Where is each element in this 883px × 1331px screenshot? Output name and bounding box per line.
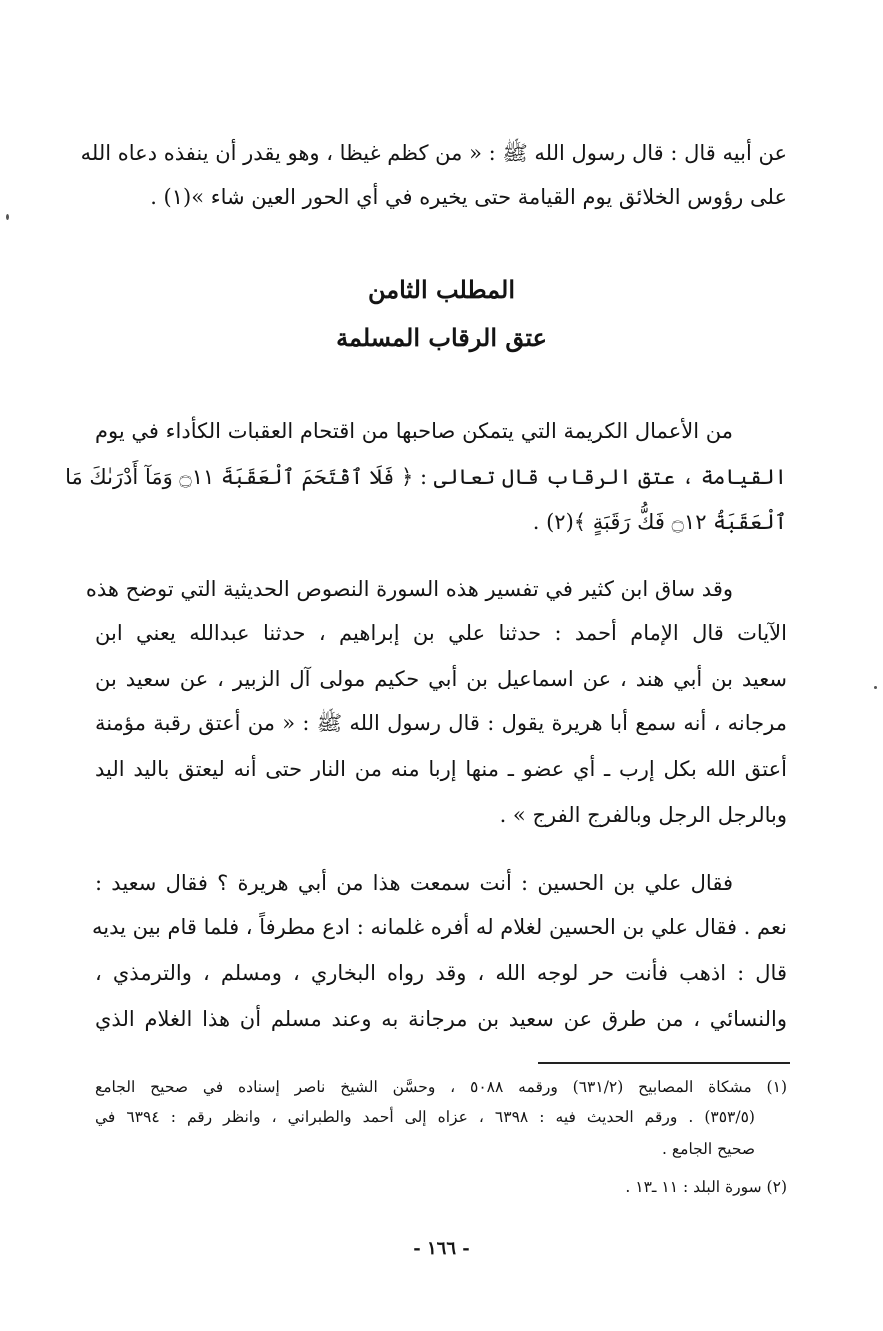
section-subtitle: عتق الرقاب المسلمة <box>336 323 547 352</box>
text-line: على رؤوس الخلائق يوم القيامة حتى يخيره في أي الحور العين شاء »(١) . <box>150 185 787 209</box>
text-line: عن أبيه قال : قال رسول الله ﷺ : « من كظم غيظا ، وهو يقدر أن ينفذه دعاه الله <box>80 141 787 165</box>
section-title: المطلب الثامن <box>367 275 516 304</box>
footnote-separator <box>538 1062 790 1064</box>
page-number: - ١٦٦ - <box>413 1238 470 1259</box>
scan-speck <box>6 214 9 220</box>
text-line: والنسائي ، من طرق عن سعيد بن مرجانة به وعند مسلم أن هذا الغلام الذي <box>95 1007 787 1031</box>
text-line: سعيد بن أبي هند ، عن اسماعيل بن أبي حكيم مولى آل الزبير ، عن سعيد بن <box>95 667 787 691</box>
text-line: قال : اذهب فأنت حر لوجه الله ، وقد رواه البخاري ، ومسلم ، والترمذي ، <box>95 961 787 985</box>
text-line: وقد ساق ابن كثير في تفسير هذه السورة النصوص الحديثية التي توضح هذه <box>85 577 733 601</box>
text-line: مرجانه ، أنه سمع أبا هريرة يقول : قال رسول الله ﷺ : « من أعتق رقبة مؤمنة <box>95 711 787 735</box>
scan-speck <box>874 686 877 689</box>
quran-verse-line: ٱلْعَقَبَةُ ۝١٢ فَكُّ رَقَبَةٍ ﴾(٢) . <box>532 510 787 534</box>
text-line: نعم . فقال علي بن الحسين لغلام له أفره غلمانه : ادع مطرفاً ، فلما قام بين يديه <box>91 915 787 939</box>
quran-verse-line: القيامة ، عتق الرقاب قال تعالى : ﴿ فَلَا ٱقْتَحَمَ ٱلْعَقَبَةَ ۝١١ وَمَآ أَدْرَىٰكَ مَا <box>65 465 787 489</box>
text-line: من الأعمال الكريمة التي يتمكن صاحبها من اقتحام العقبات الكأداء في يوم <box>95 419 733 443</box>
footnote-line: (١) مشكاة المصابيح (٦٣١/٢) ورقمه ٥٠٨٨ ، وحسَّن الشيخ ناصر إسناده في صحيح الجامع <box>95 1078 787 1096</box>
text-line: وبالرجل الرجل وبالفرج الفرج » . <box>499 803 787 827</box>
footnote-line: صحيح الجامع . <box>662 1140 755 1158</box>
footnote-line: (٢) سورة البلد : ١١ ـ١٣ . <box>625 1178 787 1196</box>
text-line: أعتق الله بكل إرب ـ أي عضو ـ منها إربا منه من النار حتى أنه ليعتق باليد اليد <box>95 757 787 781</box>
text-line: الآيات قال الإمام أحمد : حدثنا علي بن إبراهيم ، حدثنا عبدالله يعني ابن <box>95 621 787 645</box>
text-line: فقال علي بن الحسين : أنت سمعت هذا من أبي هريرة ؟ فقال سعيد : <box>95 871 733 895</box>
footnote-line: (٣٥٣/٥) . ورقم الحديث فيه : ٦٣٩٨ ، عزاه إلى أحمد والطبراني ، وانظر رقم : ٦٣٩٤ في <box>95 1108 755 1126</box>
